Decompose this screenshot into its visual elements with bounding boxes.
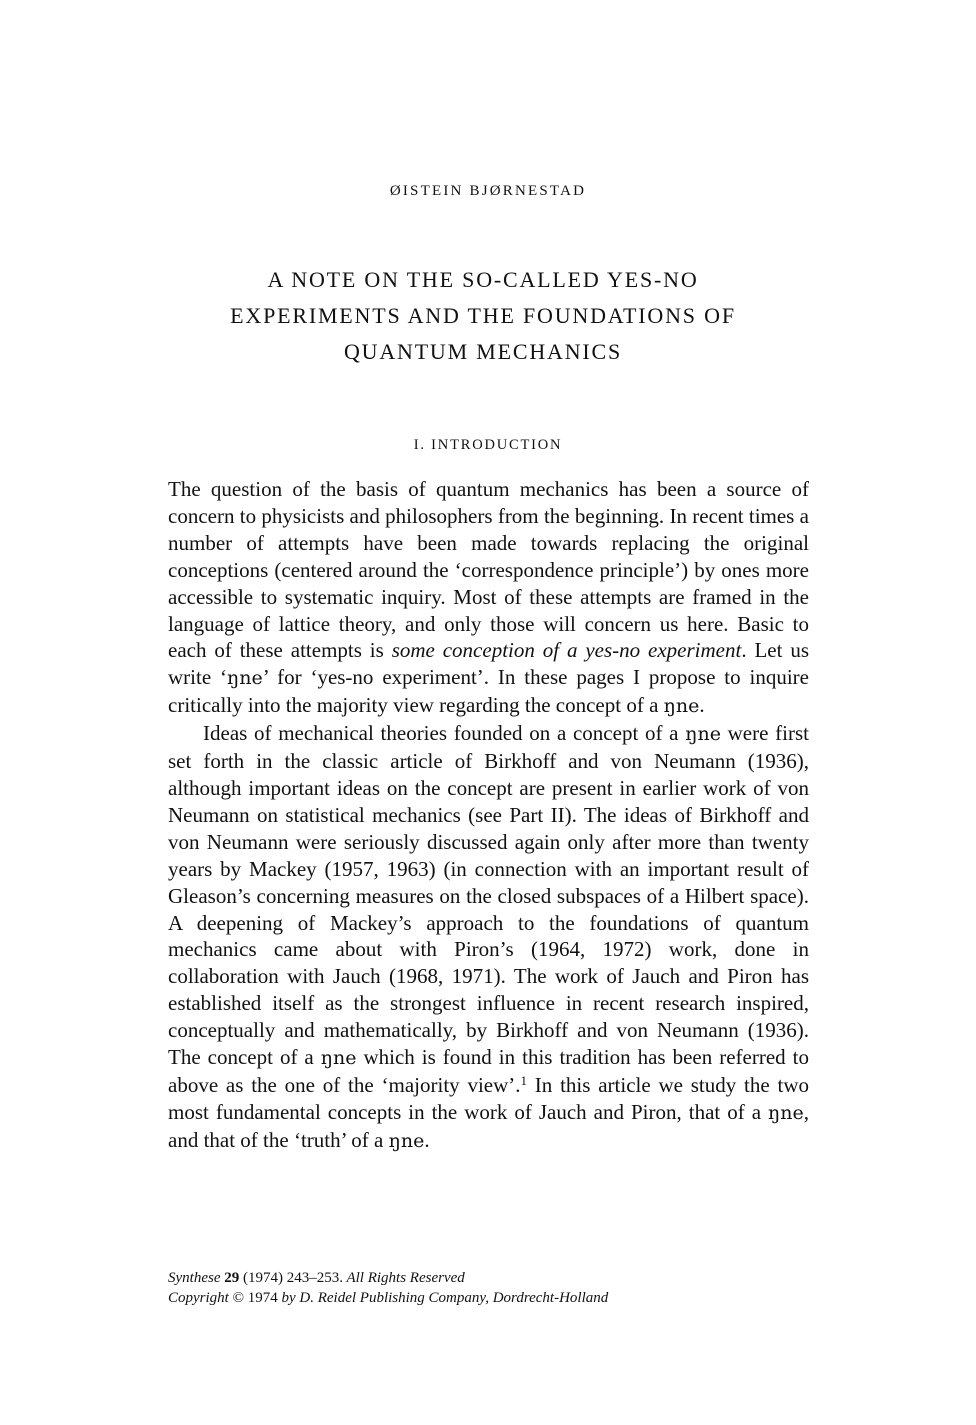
p2-text-1: Ideas of mechanical theories founded on a concept of a (203, 721, 686, 746)
rights-statement: All Rights Reserved (346, 1270, 465, 1286)
p2-yne-2: ŋne (320, 1047, 357, 1070)
p2-text-5: , and that of the ‘truth’ of a (168, 1099, 809, 1152)
p1-text-2: . Let us write ‘ (168, 638, 809, 690)
title-line-1: A NOTE ON THE SO-CALLED YES-NO (267, 267, 699, 292)
publication-footer (168, 1268, 809, 1308)
publisher-name: by D. Reidel Publishing Company, Dordrecht-Holland (281, 1290, 609, 1306)
copyright-label: Copyright (168, 1290, 229, 1306)
copyright-symbol: © (232, 1290, 244, 1306)
author-name: ØISTEIN BJØRNESTAD (389, 183, 587, 199)
paragraph-2 (168, 720, 809, 1155)
p1-text-1: The question of the basis of quantum mechanics has been a source of concern to physicists and philosophers from the beginning. In recent times a number of attempts have been made towards replacing the original conceptions (centered around the ‘correspondence principle’) by ones more accessible to systematic inquiry. Most of these attempts are framed in the language of lattice theory, and only those will concern us here. Basic to each of these attempts is (168, 477, 809, 663)
journal-year-pages: (1974) 243–253. (242, 1270, 343, 1286)
p2-text-6: . (424, 1127, 430, 1152)
p2-text-2: were first set forth in the classic article of Birkhoff and von Neumann (1936), although important ideas on the concept are present in earlier work of von Neumann on statistical mechanics (see Part II). The ideas of Birkhoff and von Neumann were seriously discussed again only after more than twenty years by Mackey (1957, 1963) (in connection with an important result of Gleason’s concerning measures on the closed subspaces of a Hilbert space). A deepening of Mackey’s approach to the foundations of quantum mechanics came about with Piron’s (1964, 1972) work, done in collaboration with Jauch (1968, 1971). The work of Jauch and Piron has established itself as the strongest influence in recent research inspired, conceptually and mathematically, by Birkhoff and von Neumann (1936). The concept of a (168, 721, 809, 1070)
p2-yne-3: ŋne (768, 1101, 804, 1124)
title-line-2: EXPERIMENTS AND THE FOUNDATIONS OF (230, 303, 736, 328)
p1-yne-2: ŋne (663, 695, 700, 718)
p1-yne-1: ŋne (227, 667, 263, 690)
footer-line-2 (168, 1288, 809, 1308)
p2-text-4: In this article we study the two most fundamental concepts in the work of Jauch and Piron, that of a (168, 1072, 809, 1124)
p2-yne-1: ŋne (685, 723, 721, 746)
p2-text-3: which is found in this tradition has been referred to above as the one of the ‘majority view’. (168, 1045, 809, 1097)
footer-line-1 (168, 1268, 809, 1288)
footnote-ref-1[interactable]: 1 (520, 1072, 528, 1088)
copyright-year: 1974 (247, 1290, 278, 1306)
title-line-3: QUANTUM MECHANICS (343, 339, 623, 364)
p1-italic-phrase: some conception of a yes-no experiment (391, 638, 742, 663)
journal-volume: 29 (224, 1270, 240, 1286)
paragraph-1 (168, 476, 809, 720)
paper-title (150, 262, 816, 370)
body-text (168, 476, 809, 1155)
section-heading: I. INTRODUCTION (413, 437, 563, 453)
p1-text-4: . (699, 693, 705, 718)
p1-text-3: ’ for ‘yes-no experiment’. In these pages I propose to inquire critically into the majority view regarding the concept of a (168, 665, 809, 718)
p2-yne-4: ŋne (388, 1129, 425, 1152)
journal-name: Synthese (168, 1270, 221, 1286)
